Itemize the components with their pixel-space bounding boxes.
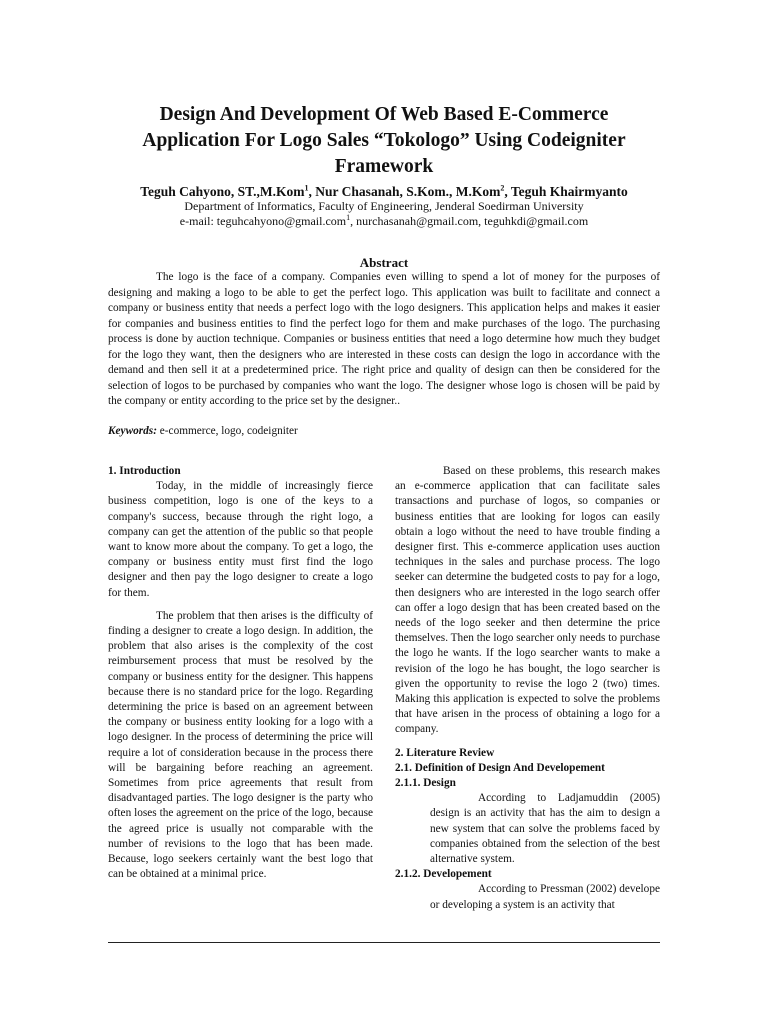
developement-definition-block — [430, 882, 660, 912]
author-list — [60, 183, 708, 200]
subsection-heading-definition: 2.1. Definition of Design And Developement — [395, 761, 605, 774]
author-name: Nur Chasanah, S.Kom., M.Kom — [315, 184, 501, 199]
design-definition-block — [430, 791, 660, 867]
section-heading-literature-review: 2. Literature Review — [395, 746, 495, 759]
title-line-1: Design And Development Of Web Based E-Commerce — [159, 104, 609, 125]
author-separator: , — [504, 184, 511, 199]
keywords-label: Keywords: — [108, 425, 157, 437]
email-line: e-mail: teguhcahyono@gmail.com$^1$, nurchasanah@gmail.com, teguhkdi@gmail.com — [179, 213, 589, 228]
author-affiliation-mark: 1 — [304, 183, 309, 193]
title-line-3: Framework — [334, 156, 434, 177]
right-column — [395, 464, 660, 913]
intro-paragraph-1: Today, in the middle of increasingly fierce business competition, logo is one of the keys to a company's success, because through the right logo, a company can get the attention of the public so that people want to know more about the company. To get a logo, the company or business entity must first find the logo designer and then pay the logo designer to create a logo for them. — [108, 480, 373, 599]
author-name: Teguh Cahyono, ST.,M.Kom — [140, 184, 305, 199]
intro-paragraph-3: Based on these problems, this research makes an e-commerce application that can facilitate sales transactions and purchase of logos, so companies or business entities that are looking for logos can easily obtain a logo without the need to have trouble finding a designer first. This e-commerce application uses auction techniques in the sales and purchase process. The logo seeker can determine the budgeted costs to pay for a logo, then designers who are interested in the logo search offer can offer a logo design that has been created based on the needs of the logo seeker and then determine the price themselves. Then the logo searcher only needs to purchase the logo he wants. If the logo searcher wants to make a revision of the logo he has bought, the logo searcher is given the opportunity to revise the logo 2 (two) times. Making this application is expected to solve the problems that have arisen in the process of obtaining a logo for a company. — [395, 465, 660, 736]
email-affiliation-mark: 1 — [346, 213, 351, 222]
developement-definition-text: According to Pressman (2002) develope or developing a system is an activity that — [430, 883, 660, 911]
footer-rule — [108, 942, 660, 943]
abstract-text: The logo is the face of a company. Companies even willing to spend a lot of money for the purposes of designing and making a logo to be able to get the perfect logo. This application was built to facilitate and connect a company or business entity that needs a perfect logo with the logo designers. This application helps and makes it easier for companies and business entities to find the perfect logo for them and make purchases of the logo. The purchasing process is done by auction technique. Companies or business entities that need a logo determine how much they budget for the logo they want, then the designers who are interested in these costs can design the logo in accordance with the demand and then sell it at a predetermined price. The right price and quality of design can then be considered for the selection of logos to be purchased by companies who want the logo. The designer whose logo is chosen will be paid by the company or entity according to the price set by the designer.. — [108, 271, 660, 407]
left-column — [108, 464, 373, 882]
title-line-2: Application For Logo Sales “Tokologo” Using Codeigniter — [142, 130, 626, 151]
design-definition-text: According to Ladjamuddin (2005) design is an activity that has the aim to design a new system that can solve the problems faced by companies obtained from the selection of the best alternative system. — [430, 792, 660, 866]
affiliation: Department of Informatics, Faculty of Engineering, Jenderal Soedirman University — [184, 199, 584, 213]
section-heading-introduction: 1. Introduction — [108, 465, 181, 477]
subsubsection-heading-developement: 2.1.2. Developement — [395, 868, 492, 881]
paper-title — [100, 102, 668, 180]
keywords-value: e-commerce, logo, codeigniter — [156, 425, 298, 437]
email-2[interactable]: nurchasanah@gmail.com — [356, 214, 479, 228]
author-separator: , — [308, 184, 316, 199]
intro-paragraph-2: The problem that then arises is the difficulty of finding a designer to create a logo design. In addition, the problem that also arises is the complexity of the cost reimbursement process that must be resolved by the company or business entity for the designer. This happens because there is no standard price for the logo. Regarding determining the price is based on an agreement between the company or business entity looking for a logo with a logo designer. In the process of determining the price will require a lot of consideration because in the process there will be bargaining before reaching an agreement. Sometimes from price agreements that result from disadvantaged parties. The logo designer is the party who often loses the agreement on the price of the logo, because the agreed price is usually not comparable with the number of revisions to the logo that has been made. Because, logo seekers certainly want the best logo that can be obtained at a minimal price. — [108, 609, 373, 881]
author-name: Teguh Khairmyanto — [510, 184, 628, 199]
abstract-heading: Abstract — [359, 255, 409, 270]
email-3[interactable]: teguhkdi@gmail.com — [484, 214, 589, 228]
email-1[interactable]: teguhcahyono@gmail.com — [216, 214, 347, 228]
keywords-line — [108, 424, 660, 439]
affiliation-block — [60, 199, 708, 229]
subsubsection-heading-design: 2.1.1. Design — [395, 777, 456, 790]
author-affiliation-mark: 2 — [500, 183, 505, 193]
email-prefix: e-mail: — [179, 214, 217, 228]
